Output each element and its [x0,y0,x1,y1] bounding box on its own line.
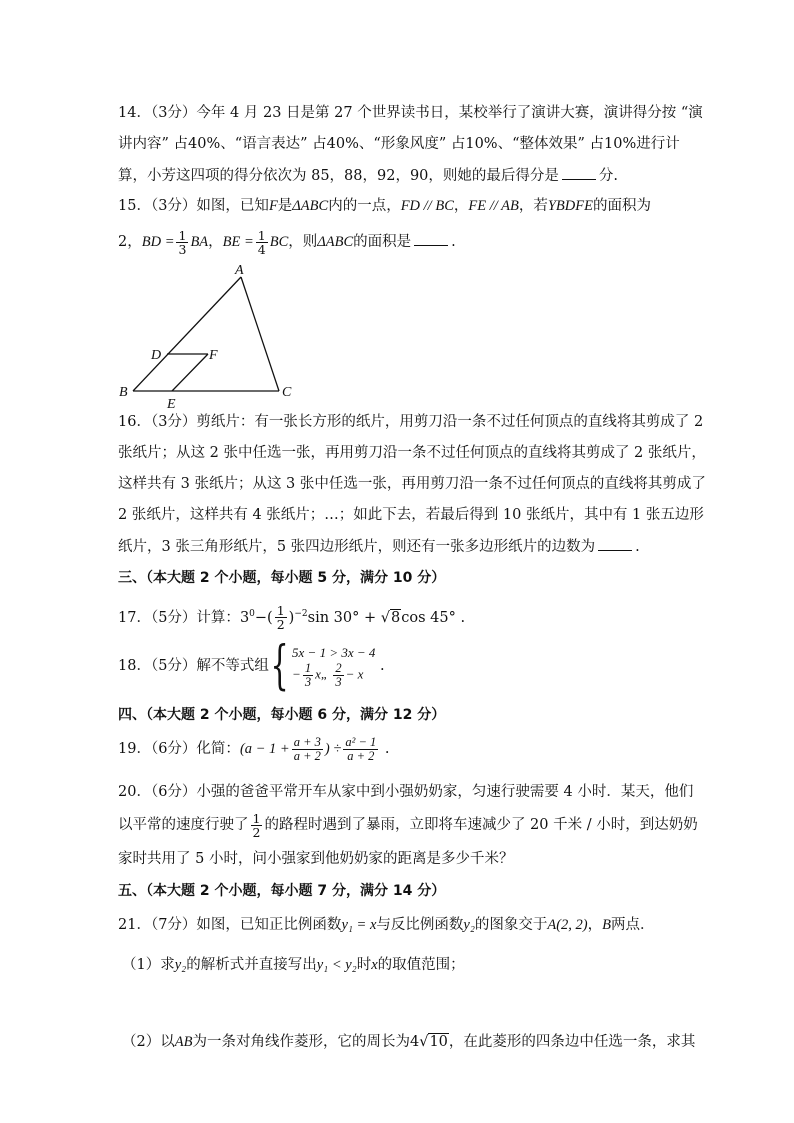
q21-sub1-x: x [371,957,378,973]
q16-line-5 [118,536,640,557]
fraction-numerator: 1 [304,660,312,675]
q21-point-a: A(2, 2) [547,917,588,933]
q18-frac-2 [333,662,343,689]
q17-end: . [460,609,466,626]
q15-t6: 的面积是 [353,234,412,250]
segment-fe [172,354,208,391]
q19-end: . [384,741,390,757]
q14-line-1: 14．（3分）今年 4 月 23 日是第 27 个世界读书日，某校举行了演讲大赛，演讲得分按 “演 [118,105,703,121]
q16-line-2: 张纸片；从这 2 张中任选一张，再用剪刀沿一条不过任何顶点的直线将其剪成了 2 张纸片， [118,445,706,461]
side-ab [133,277,241,391]
q17-three: 3 [239,609,250,626]
q21-sub2-b: 为一条对角线作菱形，它的周长为 [192,1034,410,1050]
q21-point-b: B [602,917,611,933]
q14-line-3 [118,165,618,186]
q16-line-1: 16．（3分）剪纸片：有一张长方形的纸片，用剪刀沿一条不过任何顶点的直线将其剪成了 2 [118,414,704,430]
fraction-numerator: 1 [257,227,266,243]
q14-line-2: 讲内容” 占40%、“语言表达” 占40%、“形象风度” 占10%、“整体效果” 占10%进行计 [118,136,680,152]
q20-line-3: 家时共用了 5 小时，问小强家到他奶奶家的距离是多少千米？ [118,851,514,867]
section-5-heading: 五、（本大题 2 个小题，每小题 7 分，满分 14 分） [118,883,446,899]
q16-line-5-text: 纸片，3 张三角形纸片，5 张四边形纸片，则还有一张多边形纸片的边数为 [118,539,596,555]
q19-prefix: 19．（6分）化简： [118,741,240,757]
q21-l1-e: 两点． [611,917,655,933]
fraction-numerator: a + 3 [293,734,321,749]
q16-line-3: 这样共有 3 张纸片；从这 3 张中任选一张，再用剪刀沿一条不过任何顶点的直线将其剪成了 [118,476,706,492]
q16-line-5-end: . [635,539,640,555]
q15-line-1 [118,196,651,216]
q19-frac-2 [343,736,378,763]
q15-comma1: ， [453,198,469,214]
q16-line-4: 2 张纸片，这样共有 4 张纸片；…；如此下去，若最后得到 10 张纸片，其中有 1 张五边形 [118,507,704,523]
q21-l1-c: 的图象交于 [474,917,548,933]
label-c: C [282,385,292,400]
q15-be: BE = [222,234,254,250]
q15-comma2: ， [208,234,223,250]
q21-sub-2: （2）以AB为一条对角线作菱形，它的周长为4√10，在此菱形的四条边中任选一条，求其 [122,1034,696,1050]
q21-sub-1 [122,955,465,975]
q21-l1-a: 21．（7分）如图，已知正比例函数 [118,917,342,933]
q17-close: ) [288,609,295,626]
q21-sub1-ineq: y₁ < y₂ [316,957,357,973]
q21-sub2-a: （2）以 [122,1034,175,1050]
q14-line-3-text: 算，小芳这四项的得分依次为 85，88，92，90，则她的最后得分是 [118,168,559,184]
q17-sqrt8: 8 [390,609,401,626]
q14-line-3-end: 分. [598,168,619,184]
q21-sub1-d: 的取值范围； [377,957,465,973]
q17-exp-0: 0 [249,609,255,619]
answer-blank [562,165,596,180]
q15-prefix: 15．（3分）如图，已知 [118,198,269,214]
q17-cos: cos 45° [401,609,456,626]
q15-bc: BC [269,234,289,250]
q15-t2: 内的一点， [328,198,401,214]
q18-row-1: 5x − 1 > 3x − 4 [292,644,376,660]
q15-t1: 是 [277,198,293,214]
q15-ba: BA [190,234,209,250]
q15-t5: ，则 [288,234,318,250]
q15-t4: 的面积为 [592,198,651,214]
q15-t3: ，若 [518,198,548,214]
fraction-numerator: 1 [178,227,187,243]
q21-sub2-ab: AB [174,1034,193,1050]
q17-half [275,604,287,631]
q21-sub1-a: （1）求 [122,957,175,973]
q18-row2-b: x„ [315,665,329,681]
fraction-denominator: 4 [257,241,266,257]
q15-fraction-2 [256,229,268,256]
q21-l1-d: ， [587,917,603,933]
q19 [118,734,389,764]
q15-end: . [451,234,456,250]
fraction-numerator: 2 [335,660,342,675]
section-3-heading: 三、（本大题 2 个小题，每小题 5 分，满分 10 分） [118,570,446,586]
q18-prefix: 18．（5分）解不等式组 [118,658,269,674]
q21-y2: y₂ [463,917,475,933]
q15-fraction-1 [176,229,188,256]
label-a: A [235,263,244,278]
fraction-denominator: 3 [304,674,312,689]
label-f: F [209,348,218,363]
q17-exp-neg2: −2 [294,609,308,619]
answer-blank [598,536,632,551]
label-e: E [167,397,176,412]
q21-sub2-sqrt10: 10 [429,1034,448,1050]
q21-y1: y₁ = x [341,917,377,933]
q15-line-2 [118,228,456,256]
q18-row-2 [292,662,375,689]
q15-triangle-2: ΔABC [317,234,354,250]
fraction-numerator: 1 [276,603,285,619]
fraction-numerator: a² − 1 [345,734,377,749]
fraction-denominator: 2 [252,824,261,840]
q20-half [251,812,263,839]
label-b: B [119,385,128,400]
q21-sub1-c: 时 [356,957,372,973]
q15-triangle: ΔABC [292,198,329,214]
q17: 17．（5分）计算：$3^0-$( $\frac{1}{2}$ )$^{-2}$sin 30° + √8cos 45° . [118,603,466,633]
fraction-denominator: 2 [276,617,285,633]
q15-fd-parallel: FD // BC [400,198,454,214]
q15-bd: BD = [141,234,175,250]
q18-row2-c: − x [345,665,364,681]
q19-p2: ) ÷ [324,741,342,757]
answer-blank [414,231,448,246]
q20-l2-b: 的路程时遇到了暴雨，立即将车速减少了 20 千米 / 小时，到达奶奶 [264,817,698,833]
q15-fe-parallel: FE // AB [468,198,519,214]
q17-minus: −( [254,609,273,626]
q20-l2-a: 以平常的速度行驶了 [118,817,249,833]
q21-sub1-y2: y₂ [174,957,187,973]
fraction-denominator: 3 [335,674,342,689]
q17-sin: sin 30° + [307,609,377,626]
triangle-figure [112,262,302,412]
fraction-denominator: a + 2 [347,748,375,763]
q18-frac-1 [303,662,313,689]
section-4-heading: 四、（本大题 2 个小题，每小题 6 分，满分 12 分） [118,707,446,723]
q21-sub2-c: ，在此菱形的四条边中任选一条，求其 [448,1034,696,1050]
q18 [118,637,385,695]
fraction-denominator: a + 2 [293,748,321,763]
q17-prefix: 17．（5分）计算： [118,609,240,626]
q19-frac-1 [292,736,323,763]
q18-row2-a: − [292,665,301,681]
q18-end: . [380,658,385,674]
q15-l2-start: 2， [118,234,142,250]
q15-parallelogram: YBDFE [547,198,593,214]
q19-p1: (a − 1 + [239,741,290,757]
q18-system [269,636,376,696]
fraction-numerator: 1 [252,810,261,826]
fraction-denominator: 3 [178,241,187,257]
q20-line-2 [118,810,698,840]
q15-point-f: F [268,198,278,214]
brace-icon: { [270,636,289,696]
q21-line-1 [118,915,655,935]
q21-sub2-four: 4 [409,1034,420,1050]
q21-sub1-b: 的解析式并直接写出 [186,957,317,973]
label-d: D [151,348,162,363]
q21-l1-b: 与反比例函数 [376,917,464,933]
q20-line-1: 20．（6分）小强的爸爸平常开车从家中到小强奶奶家，匀速行驶需要 4 小时．某天，他们 [118,784,694,800]
side-ac [241,277,279,391]
